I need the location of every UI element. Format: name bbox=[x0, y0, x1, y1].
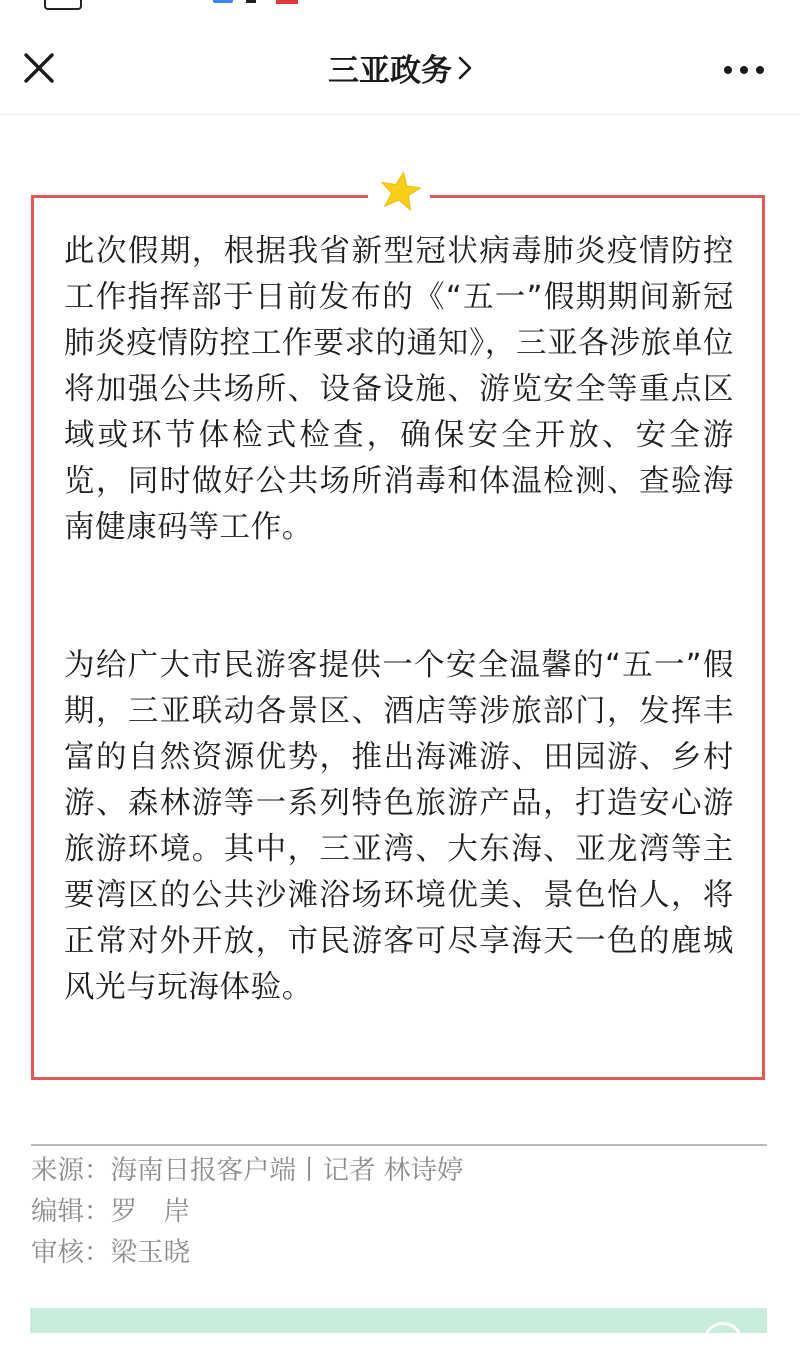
chevron-right-icon bbox=[458, 56, 472, 80]
top-nav-bar bbox=[0, 14, 800, 115]
article-paragraph: 此次假期，根据我省新型冠状病毒肺炎疫情防控工作指挥部于日前发布的《“五一”假期期间新冠肺炎疫情防控工作要求的通知》，三亚各涉旅单位将加强公共场所、设备设施、游览安全等重点区域或环节体检式检查，确保安全开放、安全游览，同时做好公共场所消毒和体温检测、查验海南健康码等工作。 bbox=[64, 234, 734, 545]
article-paragraph: 为给广大市民游客提供一个安全温馨的“五一”假期，三亚联动各景区、酒店等涉旅部门，发挥丰富的自然资源优势，推出海滩游、田园游、乡村游、森林游等一系列特色旅游产品，打造安心游旅游环境。其中，三亚湾、大东海、亚龙湾等主要湾区的公共沙滩浴场环境优美、景色怡人，将正常对外开放，市民游客可尽享海天一色的鹿城风光与玩海体验。 bbox=[64, 648, 734, 1005]
status-icon bbox=[246, 0, 256, 3]
star-decoration bbox=[368, 166, 430, 216]
bottom-banner[interactable] bbox=[30, 1308, 767, 1333]
star-icon bbox=[377, 169, 421, 213]
more-options-button[interactable] bbox=[722, 62, 766, 76]
divider bbox=[31, 1144, 767, 1146]
page-title: 三亚政务 bbox=[328, 53, 452, 89]
banner-icon bbox=[703, 1322, 743, 1362]
source-line: 来源：海南日报客户端丨记者 林诗婷 bbox=[31, 1155, 464, 1186]
status-icon bbox=[213, 0, 233, 3]
hd-icon bbox=[44, 0, 82, 10]
editor-line: 编辑：罗 岸 bbox=[31, 1196, 190, 1227]
account-title-link[interactable] bbox=[0, 45, 800, 90]
more-icon bbox=[722, 63, 766, 77]
status-bar bbox=[0, 0, 800, 14]
reviewer-line: 审核：梁玉晓 bbox=[31, 1237, 190, 1268]
status-icon bbox=[276, 0, 298, 4]
